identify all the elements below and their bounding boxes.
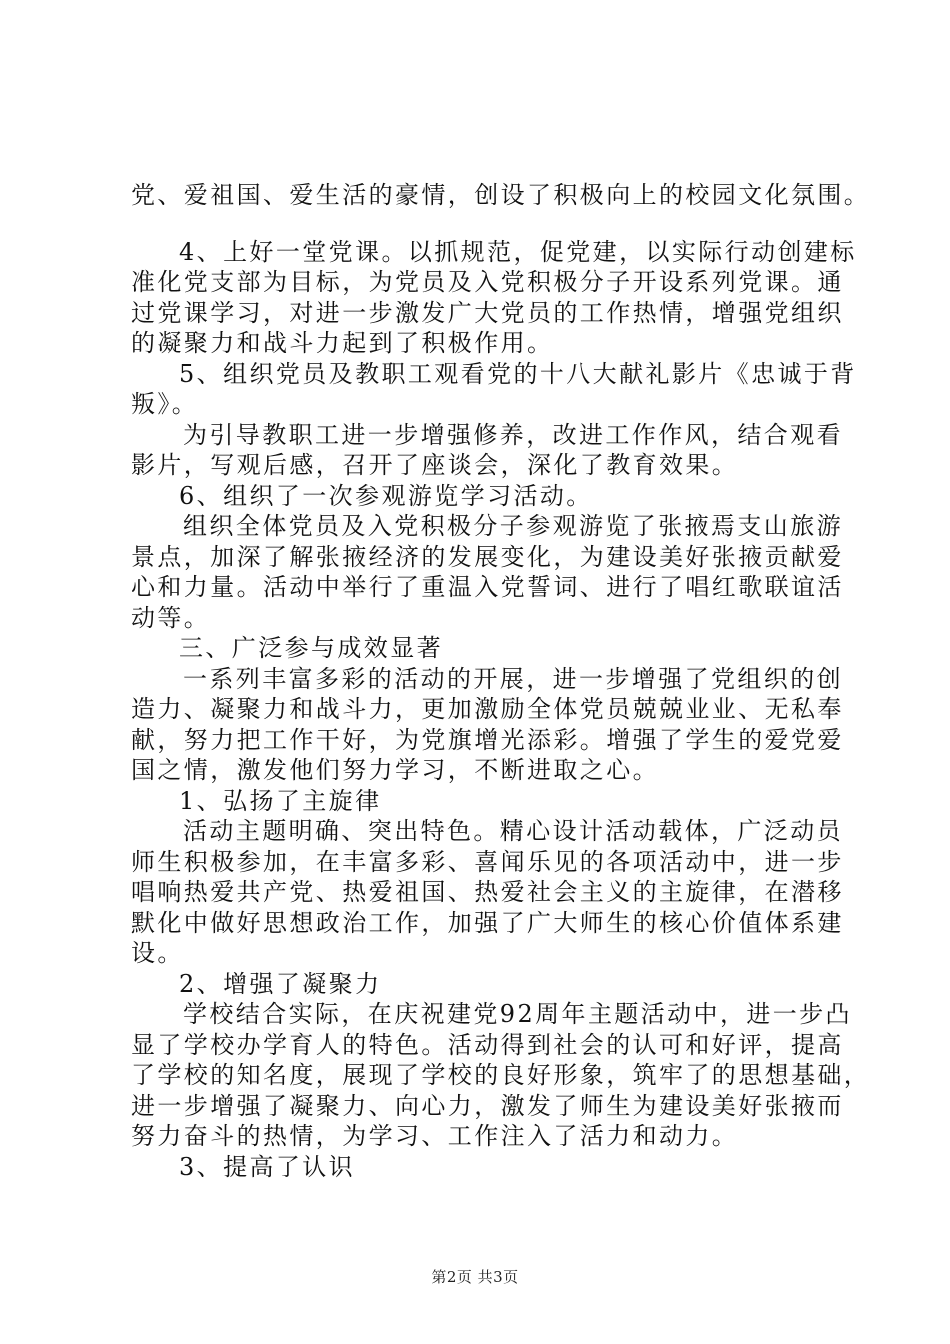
subsection-heading: 1、弘扬了主旋律 bbox=[179, 787, 382, 815]
text-line: 活动主题明确、突出特色。精心设计活动载体，广泛动员 bbox=[183, 817, 843, 845]
section-heading: 三、广泛参与成效显著 bbox=[179, 634, 443, 662]
text-line: 影片，写观后感，召开了座谈会，深化了教育效果。 bbox=[131, 451, 739, 479]
page-number-footer: 第2页 共3页 bbox=[431, 1268, 519, 1286]
subsection-heading: 2、增强了凝聚力 bbox=[179, 970, 382, 998]
text-line: 努力奋斗的热情，为学习、工作注入了活力和动力。 bbox=[131, 1122, 739, 1150]
text-line: 一系列丰富多彩的活动的开展，进一步增强了党组织的创 bbox=[183, 665, 843, 693]
text-line: 显了学校办学育人的特色。活动得到社会的认可和好评，提高 bbox=[131, 1031, 844, 1059]
text-line: 默化中做好思想政治工作，加强了广大师生的核心价值体系建 bbox=[131, 909, 844, 937]
text-line: 组织全体党员及入党积极分子参观游览了张掖焉支山旅游 bbox=[183, 512, 843, 540]
subsection-heading: 3、提高了认识 bbox=[179, 1153, 356, 1181]
text-line: 造力、凝聚力和战斗力，更加激励全体党员兢兢业业、无私奉 bbox=[131, 695, 844, 723]
text-line: 唱响热爱共产党、热爱祖国、热爱社会主义的主旋律，在潜移 bbox=[131, 878, 844, 906]
text-line: 叛》。 bbox=[131, 390, 199, 418]
text-line: 过党课学习，对进一步激发广大党员的工作热情，增强党组织 bbox=[131, 299, 844, 327]
text-line: 6、组织了一次参观游览学习活动。 bbox=[179, 482, 593, 510]
text-line: 的凝聚力和战斗力起到了积极作用。 bbox=[131, 329, 554, 357]
text-line: 5、组织党员及教职工观看党的十八大献礼影片《忠诚于背 bbox=[179, 360, 857, 388]
text-line: 党、爱祖国、爱生活的豪情，创设了积极向上的校园文化氛围。 bbox=[131, 181, 871, 209]
text-line: 学校结合实际，在庆祝建党92周年主题活动中，进一步凸 bbox=[183, 1000, 852, 1028]
text-line: 4、上好一堂党课。以抓规范，促党建，以实际行动创建标 bbox=[179, 238, 857, 266]
text-line: 进一步增强了凝聚力、向心力，激发了师生为建设美好张掖而 bbox=[131, 1092, 844, 1120]
text-line: 国之情，激发他们努力学习，不断进取之心。 bbox=[131, 756, 659, 784]
text-line: 师生积极参加，在丰富多彩、喜闻乐见的各项活动中，进一步 bbox=[131, 848, 844, 876]
text-line: 为引导教职工进一步增强修养，改进工作作风，结合观看 bbox=[183, 421, 843, 449]
text-line: 准化党支部为目标，为党员及入党积极分子开设系列党课。通 bbox=[131, 268, 844, 296]
text-line: 了学校的知名度，展现了学校的良好形象，筑牢了的思想基础， bbox=[131, 1061, 871, 1089]
text-line: 景点，加深了解张掖经济的发展变化，为建设美好张掖贡献爱 bbox=[131, 543, 844, 571]
text-line: 设。 bbox=[131, 939, 184, 967]
text-line: 心和力量。活动中举行了重温入党誓词、进行了唱红歌联谊活 bbox=[131, 573, 844, 601]
text-line: 献，努力把工作干好，为党旗增光添彩。增强了学生的爱党爱 bbox=[131, 726, 844, 754]
text-line: 动等。 bbox=[131, 604, 211, 632]
